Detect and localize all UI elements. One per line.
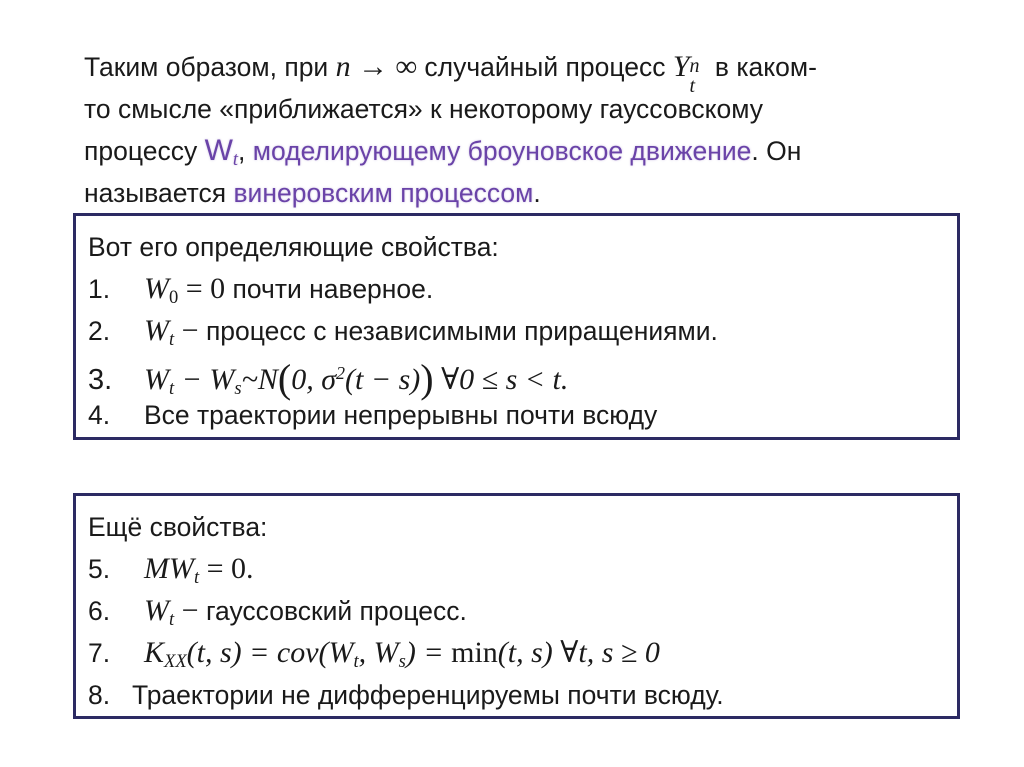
- intro-text: в каком-: [707, 52, 817, 82]
- more-properties-box: [73, 493, 960, 719]
- defining-properties-box: [73, 213, 960, 440]
- math-sub: t: [169, 378, 175, 400]
- intro-text: .: [533, 178, 541, 208]
- intro-line-1: [84, 46, 964, 97]
- math-min: min: [451, 636, 498, 669]
- property-2: [88, 310, 718, 352]
- math-sub: t: [169, 329, 175, 351]
- item-text: гауссовский процесс.: [198, 596, 467, 626]
- math-sub: XX: [164, 651, 187, 673]
- property-4: [88, 394, 657, 436]
- math-paren: ): [420, 355, 434, 401]
- item-number: 5.: [88, 554, 111, 584]
- property-7: [88, 632, 660, 674]
- math-w-highlight: W: [204, 134, 233, 167]
- math-y: Y: [672, 50, 690, 83]
- item-text: Траектории не дифференцируемы почти всюду.: [132, 680, 724, 710]
- box1-heading: Вот его определяющие свойства:: [88, 232, 499, 262]
- item-text: почти наверное.: [225, 274, 434, 304]
- math: ∀0 ≤ s < t.: [433, 362, 569, 396]
- item-number: 1.: [88, 274, 111, 304]
- math-sup: 2: [335, 363, 345, 383]
- math: (t − s): [345, 362, 421, 396]
- math: W: [144, 272, 169, 305]
- math: MW: [144, 552, 194, 585]
- intro-text: называется: [84, 178, 234, 208]
- item-number: 3.: [88, 363, 113, 396]
- item-number: 8.: [88, 680, 111, 710]
- item-number: 6.: [88, 596, 111, 626]
- property-3: [88, 352, 569, 401]
- math-sub: 0: [169, 287, 179, 309]
- item-number: 4.: [88, 400, 111, 430]
- math: −: [174, 594, 199, 627]
- math: W: [144, 594, 169, 627]
- math-sub: t: [193, 567, 200, 589]
- intro-text: . Он: [751, 136, 802, 166]
- item-text: Все траектории непрерывны почти всюду: [144, 400, 658, 430]
- math-sub: s: [398, 651, 406, 673]
- item-number: 2.: [88, 316, 111, 346]
- property-1: [88, 268, 433, 310]
- math: ) =: [405, 636, 452, 669]
- intro-line-2: то смысле «приближается» к некоторому гауссовскому: [84, 94, 764, 124]
- intro-paragraph: [84, 46, 964, 214]
- math-y-sub: t: [689, 75, 696, 97]
- math-y-sup: n: [689, 55, 700, 77]
- math: ~N: [241, 362, 278, 396]
- math: = 0.: [199, 552, 254, 585]
- math-sub: s: [234, 378, 242, 400]
- math: − W: [174, 362, 235, 396]
- math-y-indices: [689, 55, 708, 97]
- math: (t, s) = cov(W: [186, 636, 354, 669]
- math: , W: [358, 636, 399, 669]
- math: W: [144, 314, 169, 347]
- math-sub: t: [353, 651, 359, 673]
- highlight-wiener: винеровским процессом: [233, 178, 534, 208]
- intro-text: процессу: [84, 136, 205, 166]
- intro-line-3: [84, 130, 964, 172]
- box2-heading: Ещё свойства:: [88, 512, 268, 542]
- item-number: 7.: [88, 638, 111, 668]
- math: 0, σ: [291, 362, 336, 396]
- math-w-sub: t: [232, 149, 239, 171]
- math: −: [174, 314, 199, 347]
- intro-text: ,: [238, 136, 253, 166]
- math-paren: (: [277, 355, 292, 401]
- math: K: [144, 636, 165, 669]
- math: (t, s) ∀t, s ≥ 0: [497, 636, 660, 669]
- math: = 0: [178, 272, 226, 305]
- intro-text: случайный процесс: [417, 52, 673, 82]
- highlight-brownian: моделирующему броуновское движение: [252, 136, 752, 166]
- intro-text: Таким образом, при: [84, 52, 336, 82]
- intro-line-4: [84, 172, 964, 214]
- property-5: [88, 548, 254, 590]
- property-6: [88, 590, 467, 632]
- property-8: [88, 674, 724, 716]
- math: W: [144, 362, 169, 396]
- math-n-to-infinity: n → ∞: [335, 50, 417, 83]
- item-text: процесс с независимыми приращениями.: [198, 316, 718, 346]
- math-sub: t: [169, 609, 175, 631]
